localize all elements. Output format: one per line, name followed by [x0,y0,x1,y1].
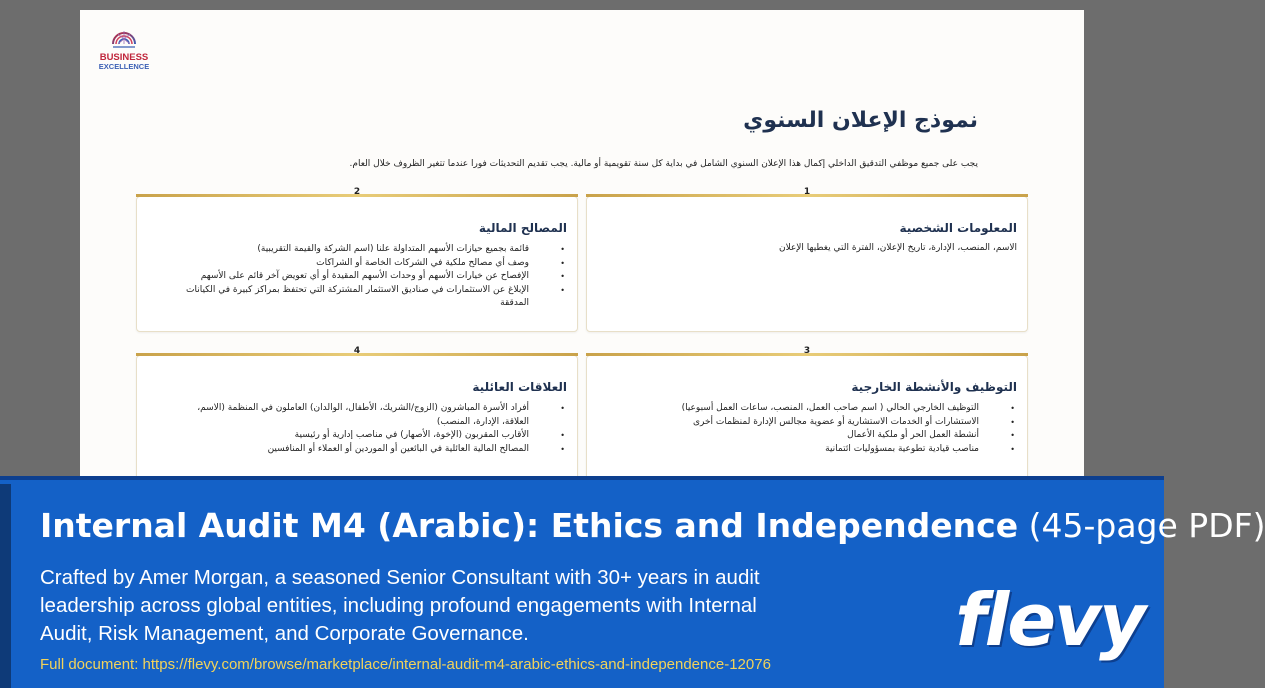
card-heading: العلاقات العائلية [472,380,567,394]
business-excellence-logo [94,26,154,71]
promo-banner [0,476,1265,688]
card-number: 4 [353,346,361,356]
banner-title [40,506,1265,545]
list-item: • التوظيف الخارجي الحالي ( اسم صاحب العمل، المنصب، ساعات العمل أسبوعيا) [629,402,979,416]
card-list [629,402,1017,456]
banner-title-main: Internal Audit M4 (Arabic): Ethics and Independence [40,506,1019,545]
list-item: • أفراد الأسرة المباشرون (الزوج/الشريك، الأطفال، الوالدان) العاملون في المنظمة (الاسم، العلاقة، الإدارة، المنصب) [169,402,529,429]
card-list [169,402,567,456]
list-item: • وصف أي مصالح ملكية في الشركات الخاصة أو الشراكات [179,257,529,271]
list-item: • قائمة بجميع حيازات الأسهم المتداولة علنا (اسم الشركة والقيمة التقريبية) [179,243,529,257]
page-title: نموذج الإعلان السنوي [743,108,978,133]
card-heading: التوظيف والأنشطة الخارجية [851,380,1017,394]
card-number: 2 [353,187,361,197]
card-number: 1 [803,187,811,197]
globe-logo-icon [110,26,138,52]
list-item: • الإفصاح عن خيارات الأسهم أو وحدات الأسهم المقيدة أو أي تعويض آخر قائم على الأسهم [179,270,529,284]
logo-text-line2: EXCELLENCE [98,62,150,71]
card-text: الاسم، المنصب، الإدارة، تاريخ الإعلان، الفترة التي يغطيها الإعلان [778,243,1017,253]
list-item: • مناصب قيادية تطوعية بمسؤوليات ائتمانية [629,443,979,457]
card-heading: المعلومات الشخصية [899,221,1017,235]
card-family-relationships [136,346,578,487]
list-item: • أنشطة العمل الحر أو ملكية الأعمال [629,429,979,443]
logo-text-line1: BUSINESS [99,52,149,63]
banner-description: Crafted by Amer Morgan, a seasoned Senior Consultant with 30+ years in audit leadership across global entities, including profound engagements with Internal Audit, Risk Management, and Corporate Governance. [40,566,760,645]
card-personal-info [586,187,1028,332]
list-item: • الإبلاغ عن الاستثمارات في صناديق الاستثمار المشتركة التي تحتفظ بمراكز كبيرة في الكيانات المدققة [179,284,529,311]
card-number: 3 [803,346,811,356]
full-document-link[interactable]: Full document: https://flevy.com/browse/marketplace/internal-audit-m4-arabic-ethics-and-independence-12076 [40,656,771,673]
card-heading: المصالح المالية [478,221,567,235]
flevy-logo: flevy [955,578,1144,662]
list-item: • الأقارب المقربون (الإخوة، الأصهار) في مناصب إدارية أو رئيسية [169,429,529,443]
card-employment-activities [586,346,1028,487]
document-slide [80,10,1084,476]
list-item: • الاستشارات أو الخدمات الاستشارية أو عضوية مجالس الإدارة لمنظمات أخرى [629,416,979,430]
card-list [179,243,567,311]
list-item: • المصالح المالية العائلية في البائعين أو الموردين أو العملاء أو المنافسين [169,443,529,457]
banner-title-pages: (45-page PDF) [1028,506,1265,545]
card-financial-interests [136,187,578,332]
intro-paragraph: يجب على جميع موظفي التدقيق الداخلي إكمال هذا الإعلان السنوي الشامل في بداية كل سنة تقويمية أو مالية. يجب تقديم التحديثات فورا عندما تتغير الظروف خلال العام. [349,159,978,169]
banner-side-stripe [0,484,11,688]
